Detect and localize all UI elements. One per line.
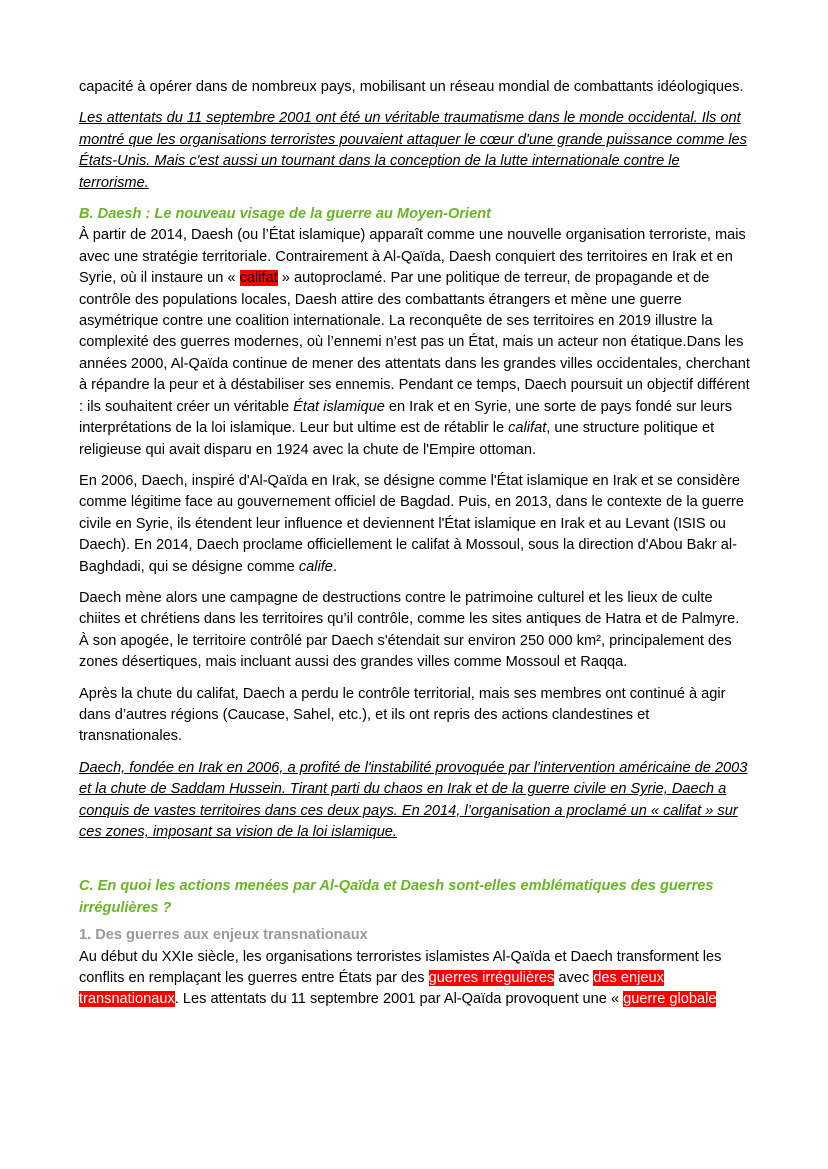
text-run: avec	[554, 970, 594, 987]
section-heading-b: B. Daesh : Le nouveau visage de la guerre au Moyen-Orient	[79, 206, 491, 223]
section-heading-c: C. En quoi les actions menées par Al-Qaïda et Daesh sont-elles emblématiques des guerres irrégulières ?	[79, 878, 714, 916]
italic-etat-islamique: État islamique	[293, 398, 385, 415]
italic-calife: calife	[298, 558, 333, 575]
text-run: » autoproclamé. Par une politique de terreur, de propagande et de contrôle des populations locales, Daesh attire des combattants étrangers et mène une guerre asymétrique contre une coalition internationale. La reconquête de ses territoires en 2019 illustre la complexité des guerres modernes, où l’ennemi n’est pas un État, mais un acteur non étatique.Dans les années 2000, Al-Qaïda continue de mener des attentats dans les grandes villes occidentales, cherchant à répandre la peur et à déstabiliser ses ennemis. Pendant ce temps, Daech poursuit un objectif différent : ils souhaitent créer un véritable	[79, 270, 750, 415]
italic-califat: califat	[508, 420, 547, 437]
paragraph-intro-end: capacité à opérer dans de nombreux pays, mobilisant un réseau mondial de combattants idéologiques.	[79, 79, 744, 95]
paragraph-b1	[79, 225, 750, 460]
text-run: En 2006, Daech, inspiré d'Al-Qaïda en Irak, se désigne comme l'État islamique en Irak et se considère comme légitime face au gouvernement officiel de Bagdad. Puis, en 2013, dans le contexte de la guerre civile en Syrie, ils étendent leur influence et deviennent l'État islamique en Irak et au Levant (ISIS ou Daech). En 2014, Daech proclame officiellement le califat à Mossoul, sous la direction d'Abou Bakr al-Baghdadi, qui se désigne comme	[79, 472, 744, 575]
text-run: , une structure politique et religieuse qui avait disparu en 1924 avec la chute de l'Empire ottoman.	[79, 420, 715, 458]
paragraph-c1	[79, 947, 750, 1011]
highlight-califat: califat	[239, 270, 278, 287]
paragraph-b3: Daech mène alors une campagne de destructions contre le patrimoine culturel et les lieux de culte chiites et chrétiens dans les territoires qu’il contrôle, comme les sites antiques de Hatra et de Palmyre. À son apogée, le territoire contrôlé par Daech s'étendait sur environ 250 000 km², principalement des zones désertiques, mais incluant aussi des grandes villes comme Mossoul et Raqqa.	[79, 589, 740, 671]
text-run: .	[332, 558, 337, 575]
text-run: Au début du XXIe siècle, les organisations terroristes islamistes Al-Qaïda et Daech transforment les conflits en remplaçant les guerres entre États par des	[79, 948, 722, 987]
subheading-c1: 1. Des guerres aux enjeux transnationaux	[79, 927, 368, 944]
highlight-guerre-globale: guerre globale	[623, 991, 717, 1008]
summary-paragraph-1: Les attentats du 11 septembre 2001 ont été un véritable traumatisme dans le monde occidental. Ils ont montré que les organisations terroristes pouvaient attaquer le cœur d'une grande puissance comme les États-Unis. Mais c'est aussi un tournant dans la conception de la lutte internationale contre le terrorisme.	[79, 110, 747, 191]
text-run: À partir de 2014, Daesh (ou l’État islamique) apparaît comme une nouvelle organisation terroriste, mais avec une stratégie territoriale. Contrairement à Al-Qaïda, Daesh conquiert des territoires en Irak et en Syrie, où il instaure un «	[79, 227, 746, 287]
highlight-enjeux-transnationaux: des enjeux transnationaux	[79, 970, 664, 1008]
highlight-guerres-irregulieres: guerres irrégulières	[428, 970, 555, 987]
text-run: . Les attentats du 11 septembre 2001 par Al-Qaïda provoquent une «	[174, 991, 624, 1008]
paragraph-b4: Après la chute du califat, Daech a perdu le contrôle territorial, mais ses membres ont continué à agir dans d’autres régions (Caucase, Sahel, etc.), et ils ont repris des actions clandestines et transnationales.	[79, 685, 726, 745]
summary-paragraph-2: Daech, fondée en Irak en 2006, a profité de l'instabilité provoquée par l'intervention américaine de 2003 et la chute de Saddam Hussein. Tirant parti du chaos en Irak et de la guerre civile en Syrie, Daech a conquis de vastes territoires dans ces deux pays. En 2014, l’organisation a proclamé un « califat » sur ces zones, imposant sa vision de la loi islamique.	[79, 759, 748, 840]
text-run: en Irak et en Syrie, une sorte de pays fondé sur leurs interprétations de la loi islamique. Leur but ultime est de rétablir le	[79, 398, 733, 437]
paragraph-b2	[79, 471, 750, 578]
